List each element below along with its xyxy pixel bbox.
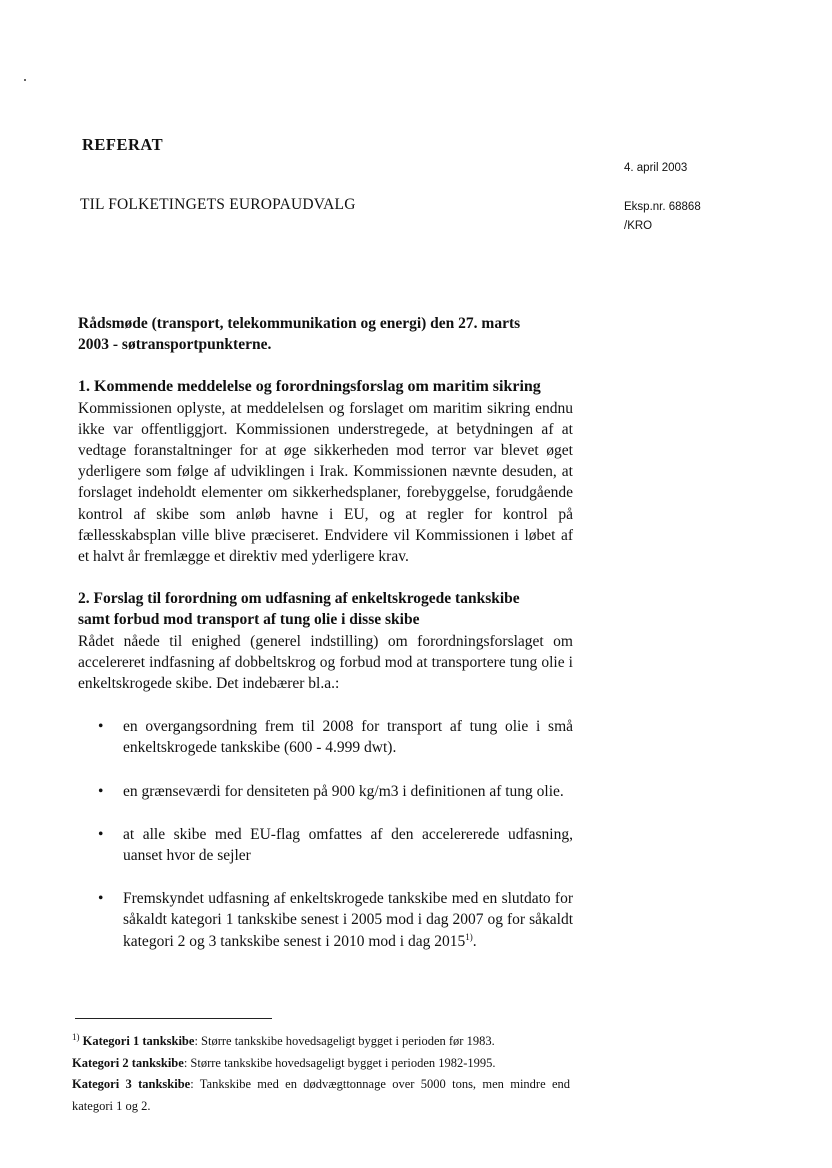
footnote-marker: 1) xyxy=(72,1031,80,1042)
bullet-list xyxy=(78,716,573,952)
scan-speck xyxy=(24,79,26,81)
footnote-cat2-text: : Større tankskibe hovedsageligt bygget i perioden 1982-1995. xyxy=(183,1055,496,1070)
section-2-body: Rådet nåede til enighed (generel indstilling) om forordningsforslaget om accelereret indfasning af dobbeltskrog og forbud mod at transportere tung olie i enkeltskrogede skibe. Det indebærer bl.a.: xyxy=(78,632,573,693)
section-1 xyxy=(78,376,573,567)
recipient-line: TIL FOLKETINGETS EUROPAUDVALG xyxy=(80,196,356,213)
list-item xyxy=(78,716,573,758)
footnotes xyxy=(72,1031,570,1117)
list-item xyxy=(78,824,573,866)
section-2-heading-line2: samt forbud mod transport af tung olie i disse skibe xyxy=(78,611,420,629)
list-item-text: at alle skibe med EU-flag omfattes af den accelererede udfasning, uanset hvor de sejler xyxy=(123,825,573,865)
meeting-title-line2: 2003 - søtransportpunkterne. xyxy=(78,336,272,354)
document-body xyxy=(78,313,573,974)
section-1-body: Kommissionen oplyste, at meddelelsen og forslaget om maritim sikring endnu ikke var offentliggjort. Kommissionen understregede, at betydningen af at vedtage foranstaltninger for at øge sikkerheden mod terror var blevet øget yderligere som følge af udviklingen i Irak. Kommissionen nævnte desuden, at forslaget indeholdt elementer om sikkerhedsplaner, forebyggelse, forudgående kontrol af skibe som anløb havne i EU, og at regler for kontrol på fællesskabsplan ville blive præciseret. Endvidere vil Kommissionen i løbet af et halvt år fremlægge et direktiv med yderligere krav. xyxy=(78,399,573,566)
bullet-icon: • xyxy=(98,890,104,908)
section-2 xyxy=(78,588,573,952)
list-item-text: Fremskyndet udfasning af enkeltskrogede tankskibe med en slutdato for såkaldt kategori 1 tankskibe senest i 2005 mod i dag 2007 og for såkaldt kategori 2 og 3 tankskibe senest i 2010 mod i dag 2015 xyxy=(123,890,573,950)
bullet-icon: • xyxy=(98,825,104,843)
bullet-icon: • xyxy=(98,718,104,736)
section-1-heading: 1. Kommende meddelelse og forordningsforslag om maritim sikring xyxy=(78,378,541,396)
document-date: 4. april 2003 xyxy=(624,162,688,174)
footnote-cat3-text: : Tankskibe med en dødvægttonnage over 5000 tons, men mindre end kategori 1 og 2. xyxy=(72,1077,571,1113)
section-2-heading xyxy=(78,588,573,630)
section-2-heading-line1: 2. Forslag til forordning om udfasning af enkeltskrogede tankskibe xyxy=(78,590,520,608)
footnote-cat2-label: Kategori 2 tankskibe xyxy=(72,1055,184,1070)
document-title: REFERAT xyxy=(82,135,164,154)
meeting-title xyxy=(78,313,573,355)
footnote-reference: 1) xyxy=(465,931,473,942)
list-item-end: . xyxy=(472,932,477,950)
meeting-title-line1: Rådsmøde (transport, telekommunikation og energi) den 27. marts xyxy=(78,315,521,332)
list-item xyxy=(78,888,573,952)
author-initials: /KRO xyxy=(624,220,653,232)
journal-number: Eksp.nr. 68868 xyxy=(624,201,701,213)
footnote-cat1-text: : Større tankskibe hovedsageligt bygget i perioden før 1983. xyxy=(194,1034,495,1048)
list-item-text: en grænseværdi for densiteten på 900 kg/m3 i definitionen af tung olie. xyxy=(123,782,564,800)
footnote-divider xyxy=(75,1018,272,1019)
footnote-1 xyxy=(72,1031,570,1117)
list-item-text: en overgangsordning frem til 2008 for transport af tung olie i små enkeltskrogede tankskibe (600 - 4.999 dwt). xyxy=(123,718,573,757)
footnote-cat1-label: Kategori 1 tankskibe xyxy=(82,1034,195,1048)
bullet-icon: • xyxy=(98,782,104,800)
list-item xyxy=(78,781,573,802)
footnote-cat3-label: Kategori 3 tankskibe xyxy=(72,1077,191,1091)
